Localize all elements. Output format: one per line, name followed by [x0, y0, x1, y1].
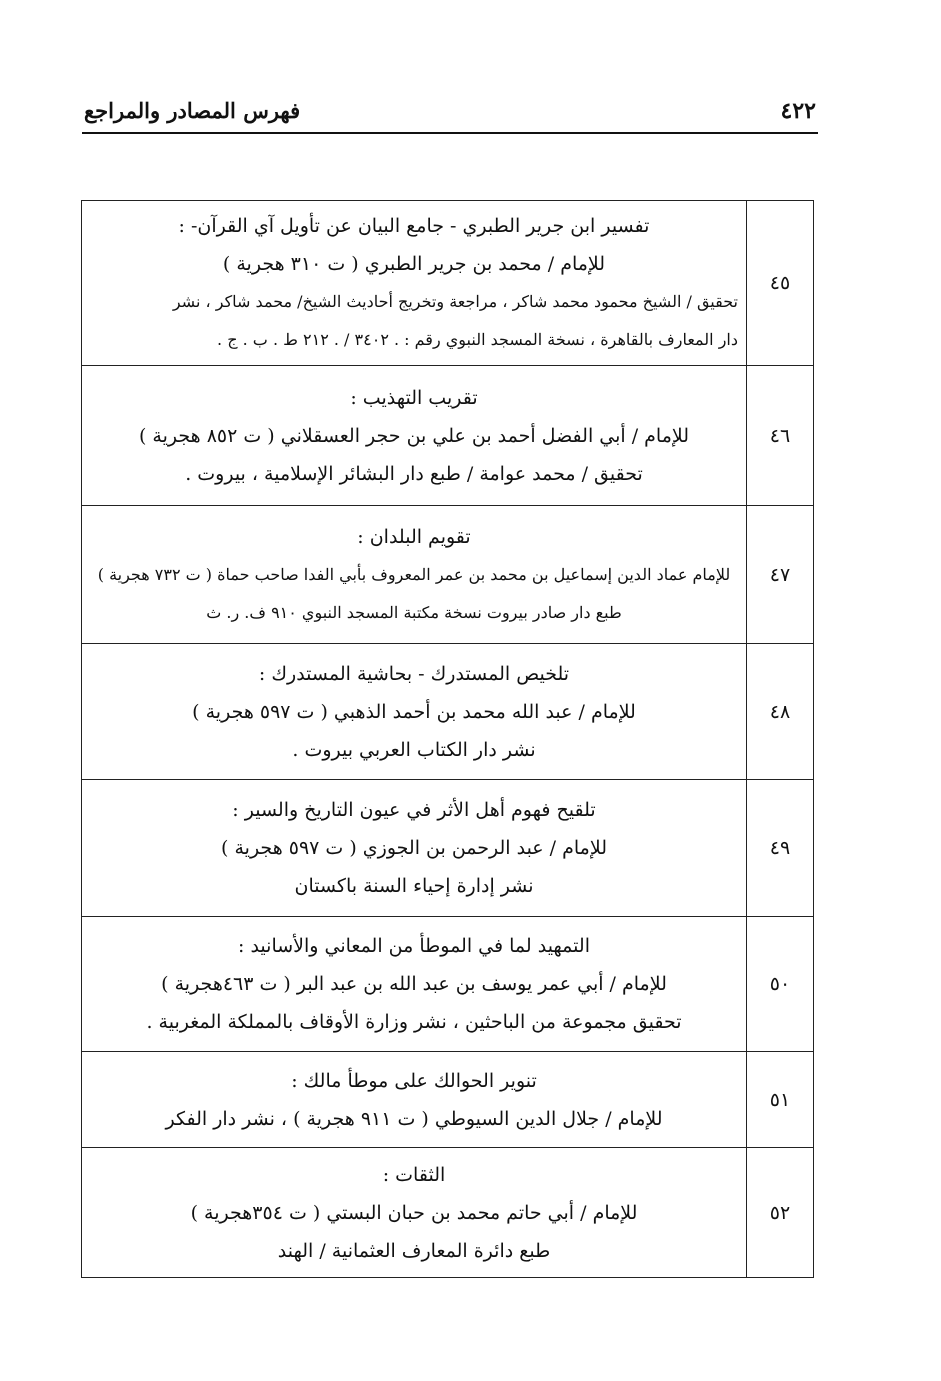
table-row [82, 917, 814, 1052]
entry-content [82, 780, 747, 917]
entry-title: تقويم البلدان : [357, 525, 471, 548]
entry-publication: تحقيق مجموعة من الباحثين ، نشر وزارة الأوقاف بالمملكة المغربية . [146, 1011, 682, 1033]
entry-author: للإمام / أبي الفضل أحمد بن علي بن حجر العسقلاني ( ت ٨٥٢ هجرية ) [138, 424, 690, 447]
entry-publication: طبع دار صادر بيروت نسخة مكتبة المسجد النبوي ٩١٠ ف. ر. ث [206, 602, 622, 622]
table-row [82, 1148, 814, 1278]
entry-title: تقريب التهذيب : [350, 386, 478, 409]
entry-number: ٤٩ [747, 780, 814, 917]
header-rule [82, 132, 818, 134]
entry-author: للإمام عماد الدين إسماعيل بن محمد بن عمر المعروف بأبي الفدا صاحب حماة ( ت ٧٣٢ هجرية ) [97, 564, 731, 584]
entry-number: ٤٧ [747, 506, 814, 644]
entry-content [82, 1052, 747, 1148]
entry-author: للإمام / عبد الرحمن بن الجوزي ( ت ٥٩٧ هجرية ) [221, 837, 607, 859]
entry-publication: تحقيق / محمد عوامة / طبع دار البشائر الإسلامية ، بيروت . [185, 462, 643, 485]
entry-author: للإمام / عبد الله محمد بن أحمد الذهبي ( ت ٥٩٧ هجرية ) [192, 700, 636, 723]
entry-author: للإمام / أبي حاتم محمد بن حبان البستي ( ت ٣٥٤هجرية ) [190, 1201, 638, 1224]
table-row [82, 366, 814, 506]
entry-content [82, 644, 747, 780]
entry-author: للإمام / أبي عمر يوسف بن عبد الله بن عبد البر ( ت ٤٦٣هجرية ) [161, 973, 667, 995]
running-title: فهرس المصادر والمراجع [84, 98, 301, 123]
entry-number: ٤٨ [747, 644, 814, 780]
entry-publication: نشر إدارة إحياء السنة باكستان [294, 875, 534, 897]
entry-title: الثقات : [382, 1163, 446, 1186]
entry-publication: طبع دائرة المعارف العثمانية / الهند [277, 1239, 551, 1262]
entry-title: تفسير ابن جرير الطبري - جامع البيان عن تأويل آي القرآن- : [178, 215, 650, 237]
entry-publication: تحقيق / الشيخ محمود محمد شاكر ، مراجعة وتخريج أحاديث الشيخ/ محمد شاكر ، نشر [172, 292, 738, 311]
entry-number: ٤٥ [747, 201, 814, 366]
table-row [82, 780, 814, 917]
entry-author: للإمام / محمد بن جرير الطبري ( ت ٣١٠ هجرية ) [222, 253, 606, 275]
entry-number: ٤٦ [747, 366, 814, 506]
table-row [82, 1052, 814, 1148]
entry-content [82, 366, 747, 506]
table-row [82, 644, 814, 780]
entry-title: تنوير الحوالك على موطأ مالك : [291, 1069, 537, 1092]
entry-title: التمهيد لما في الموطأ من المعاني والأسانيد : [238, 935, 590, 957]
entry-number: ٥٠ [747, 917, 814, 1052]
entry-title: تلخيص المستدرك - بحاشية المستدرك : [258, 662, 570, 685]
entry-content [82, 506, 747, 644]
entry-content [82, 1148, 747, 1278]
references-table [81, 200, 814, 1278]
entry-content [82, 917, 747, 1052]
table-row [82, 506, 814, 644]
page-number: ٤٢٢ [780, 98, 816, 124]
page-header [82, 92, 818, 134]
table-row [82, 201, 814, 366]
entry-publication: دار المعارف بالقاهرة ، نسخة المسجد النبوي رقم : . ٣٤٠٢ / . ٢١٢ ط . ب . ج . [217, 330, 738, 349]
entry-number: ٥٢ [747, 1148, 814, 1278]
entry-author: للإمام / جلال الدين السيوطي ( ت ٩١١ هجرية ) ، نشر دار الفكر [165, 1107, 663, 1130]
entry-publication: نشر دار الكتاب العربي بيروت . [292, 738, 536, 761]
entry-number: ٥١ [747, 1052, 814, 1148]
entry-title: تلقيح فهوم أهل الأثر في عيون التاريخ والسير : [232, 799, 596, 821]
entry-content [82, 201, 747, 366]
